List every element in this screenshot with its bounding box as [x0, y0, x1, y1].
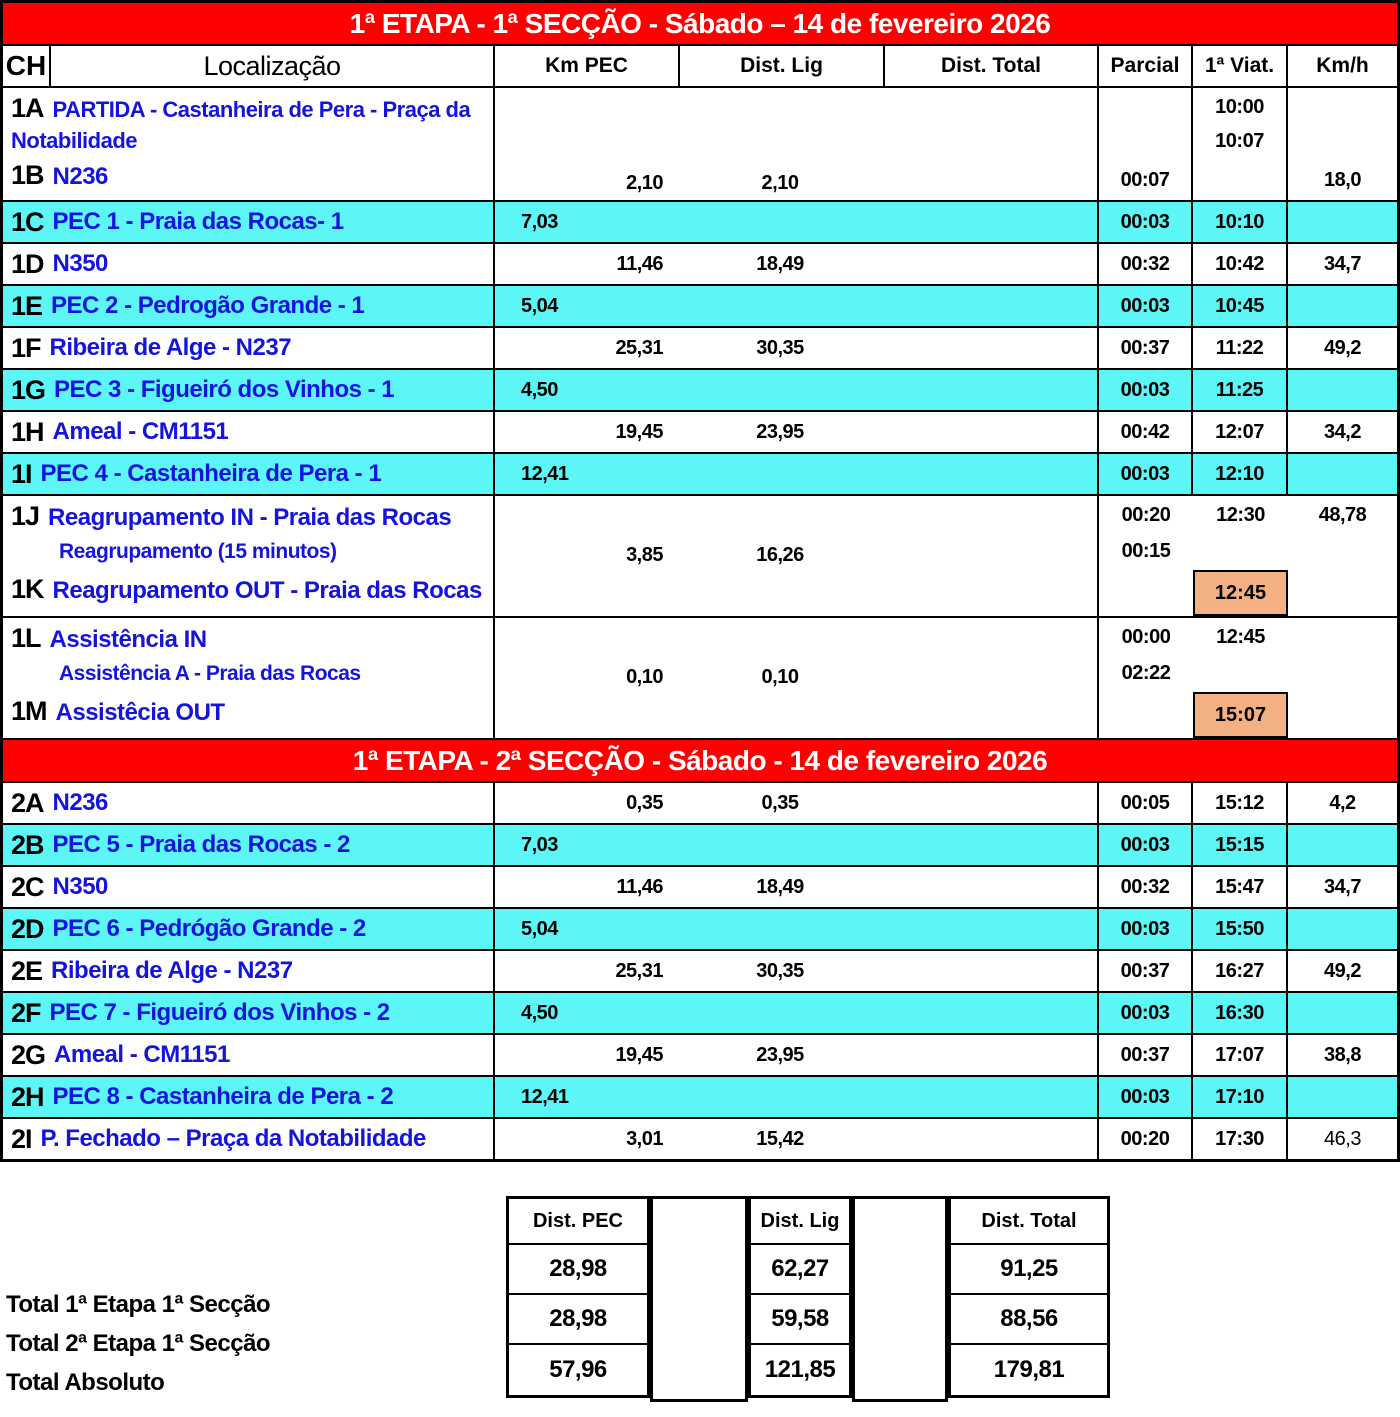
- first-car-time: 10:45: [1193, 286, 1288, 326]
- pec-distance: 12,41: [521, 462, 569, 485]
- total-distance: 23,95: [756, 1043, 804, 1066]
- ch-code: 1M: [11, 696, 47, 726]
- location-label: PEC 6 - Pedrógão Grande - 2: [52, 915, 366, 942]
- total-distance: 15,42: [756, 1127, 804, 1150]
- first-car-cell: [1193, 88, 1288, 200]
- parcial-time: 00:03: [1099, 286, 1193, 326]
- itinerary-row-1G: [3, 368, 1397, 410]
- ch-code: 1G: [11, 374, 46, 405]
- location-cell: [3, 1119, 495, 1159]
- first-car-time: 10:10: [1193, 202, 1288, 242]
- location-cell: [3, 202, 495, 242]
- distance-cell: [495, 412, 1099, 452]
- summary-header-dist-total: Dist. Total: [951, 1199, 1107, 1245]
- liaison-distance: 2,10: [626, 172, 663, 194]
- column-header-parcial: Parcial: [1099, 46, 1193, 86]
- liaison-distance: 3,85: [626, 544, 663, 566]
- summary-value: 179,81: [993, 1356, 1065, 1383]
- column-header-localizacao: Localização: [51, 46, 495, 86]
- distance-cell: [495, 909, 1099, 949]
- parcial-time: 00:03: [1099, 1077, 1193, 1117]
- pec-distance: 4,50: [521, 378, 558, 401]
- location-cell: [3, 909, 495, 949]
- speed-kmh: [1288, 993, 1397, 1033]
- pec-distance: 7,03: [521, 210, 558, 233]
- distance-cell: [495, 496, 1099, 616]
- parcial-time: 00:05: [1099, 783, 1193, 823]
- parcial-time: 00:03: [1099, 825, 1193, 865]
- speed-kmh: 34,7: [1324, 252, 1361, 275]
- first-car-time: 11:25: [1193, 370, 1288, 410]
- distance-cell: [495, 783, 1099, 823]
- location-cell: [3, 412, 495, 452]
- location-cell: [3, 244, 495, 284]
- summary-value: 91,25: [951, 1245, 1107, 1295]
- speed-kmh: [1288, 286, 1397, 326]
- summary-value: 57,96: [549, 1356, 607, 1383]
- distance-cell: [495, 286, 1099, 326]
- first-car-time: 16:27: [1193, 951, 1288, 991]
- ch-code: 1F: [11, 332, 41, 363]
- distance-cell: [495, 951, 1099, 991]
- pec-distance: 7,03: [521, 833, 558, 856]
- summary-col-dist-total: [948, 1196, 1110, 1398]
- total-distance: 23,95: [756, 420, 804, 443]
- pec-distance: 4,50: [521, 1001, 558, 1024]
- section-1-banner: 1ª ETAPA - 1ª SECÇÃO - Sábado – 14 de fevereiro 2026: [3, 3, 1397, 44]
- itinerary-row-1D: [3, 242, 1397, 284]
- itinerary-row-1F: [3, 326, 1397, 368]
- speed-kmh: [1288, 1077, 1397, 1117]
- summary-value: 59,58: [751, 1295, 849, 1345]
- ch-code: 2H: [11, 1081, 44, 1112]
- first-car-time: 10:42: [1193, 244, 1288, 284]
- itinerary-row-1L: [3, 616, 1397, 738]
- total-distance: 0,35: [761, 791, 799, 814]
- location-cell: [3, 1035, 495, 1075]
- location-label: N350: [52, 873, 108, 900]
- itinerary-row-2I: [3, 1117, 1397, 1159]
- column-header-ch: CH: [3, 46, 51, 86]
- ch-code: 2E: [11, 955, 43, 986]
- parcial-time: 00:03: [1099, 202, 1193, 242]
- location-label: Ribeira de Alge - N237: [51, 957, 293, 984]
- speed-kmh: [1288, 909, 1397, 949]
- itinerary-row-1J: [3, 494, 1397, 616]
- distance-cell: [495, 454, 1099, 494]
- speed-kmh: 34,7: [1324, 875, 1361, 898]
- ch-code: 2I: [11, 1123, 32, 1154]
- distance-cell: [495, 370, 1099, 410]
- first-car-time: 12:45: [1216, 626, 1265, 648]
- speed-kmh: 4,2: [1329, 791, 1356, 814]
- itinerary-row-2C: [3, 865, 1397, 907]
- itinerary-row-2F: [3, 991, 1397, 1033]
- itinerary-row-1E: [3, 284, 1397, 326]
- parcial-time: 00:32: [1099, 867, 1193, 907]
- liaison-distance: 11,46: [616, 875, 663, 898]
- ch-code: 1K: [11, 574, 44, 604]
- first-car-time: 17:30: [1193, 1119, 1288, 1159]
- speed-kmh: [1288, 825, 1397, 865]
- speed-kmh: 34,2: [1324, 420, 1361, 443]
- location-cell: [3, 783, 495, 823]
- first-car-time: 17:07: [1193, 1035, 1288, 1075]
- speed-kmh: 48,78: [1318, 504, 1367, 526]
- distance-cell: [495, 993, 1099, 1033]
- distance-cell: [495, 244, 1099, 284]
- total-distance: 30,35: [756, 336, 804, 359]
- pec-distance: 5,04: [521, 294, 558, 317]
- column-header-km-pec: Km PEC: [495, 46, 680, 86]
- itinerary-row-2D: [3, 907, 1397, 949]
- first-car-time: 15:12: [1193, 783, 1288, 823]
- section-2-banner: 1ª ETAPA - 2ª SECÇÃO - Sábado - 14 de fevereiro 2026: [3, 738, 1397, 781]
- ch-code: 1E: [11, 290, 43, 321]
- itinerary-row-2A: [3, 781, 1397, 823]
- parcial-time: 00:37: [1099, 1035, 1193, 1075]
- liaison-distance: 19,45: [615, 1043, 663, 1066]
- location-cell: [3, 993, 495, 1033]
- location-cell: [3, 867, 495, 907]
- summary-spacer: [852, 1196, 948, 1402]
- speed-kmh: 38,8: [1324, 1043, 1361, 1066]
- location-label: PEC 8 - Castanheira de Pera - 2: [52, 1083, 394, 1110]
- location-cell: [3, 618, 495, 738]
- time-control-box: 12:45: [1193, 570, 1288, 616]
- location-label: N236: [52, 789, 108, 816]
- liaison-distance: 0,35: [626, 791, 663, 814]
- location-label: PARTIDA - Castanheira de Pera - Praça da: [52, 97, 471, 122]
- liaison-distance: 25,31: [615, 336, 663, 359]
- total-distance: 18,49: [756, 875, 804, 898]
- ch-code: 1A: [11, 93, 44, 123]
- location-sublabel: Assistência A - Praia das Rocas: [59, 662, 361, 685]
- distance-cell: [495, 1035, 1099, 1075]
- first-car-time: 15:50: [1193, 909, 1288, 949]
- distance-cell: [495, 825, 1099, 865]
- location-label: Ribeira de Alge - N237: [49, 334, 292, 361]
- ch-code: 1D: [11, 248, 44, 279]
- parcial-time: 00:37: [1099, 328, 1193, 368]
- itinerary-row-2E: [3, 949, 1397, 991]
- ch-code: 2A: [11, 787, 44, 818]
- distance-cell: [495, 867, 1099, 907]
- first-car-time: 11:22: [1193, 328, 1288, 368]
- location-cell: [3, 1077, 495, 1117]
- location-label: PEC 1 - Praia das Rocas- 1: [52, 208, 344, 235]
- speed-kmh: 49,2: [1324, 336, 1361, 359]
- total-distance: 0,10: [761, 666, 799, 688]
- distance-cell: [495, 618, 1099, 738]
- column-header-dist-lig: Dist. Lig: [680, 46, 885, 86]
- speed-kmh: [1288, 202, 1397, 242]
- location-label: PEC 4 - Castanheira de Pera - 1: [40, 460, 382, 487]
- location-cell: [3, 454, 495, 494]
- parcial-time: 00:42: [1099, 412, 1193, 452]
- total-distance: 18,49: [756, 252, 804, 275]
- location-label: PEC 7 - Figueiró dos Vinhos - 2: [49, 999, 390, 1026]
- timing-cell: [1099, 496, 1397, 616]
- summary-value: 62,27: [751, 1245, 849, 1295]
- location-cell: [3, 951, 495, 991]
- liaison-distance: 25,31: [615, 959, 663, 982]
- parcial-time: 00:37: [1099, 951, 1193, 991]
- column-header-dist-total: Dist. Total: [885, 46, 1099, 86]
- location-label-wrap: Notabilidade: [11, 128, 138, 153]
- summary-value: 88,56: [951, 1295, 1107, 1345]
- location-label: PEC 5 - Praia das Rocas - 2: [52, 831, 350, 858]
- distance-cell: [495, 1119, 1099, 1159]
- first-car-time: 12:30: [1216, 504, 1265, 526]
- liaison-distance: 3,01: [626, 1127, 663, 1150]
- ch-code: 1H: [11, 416, 44, 447]
- ch-code: 2F: [11, 997, 41, 1028]
- distance-cell: [495, 328, 1099, 368]
- itinerary-row-2G: [3, 1033, 1397, 1075]
- ch-code: 2B: [11, 829, 44, 860]
- location-sublabel: Reagrupamento (15 minutos): [59, 540, 337, 563]
- location-label: Ameal - CM1151: [54, 1041, 230, 1068]
- totals-label-etapa1: Total 1ª Etapa 1ª Secção: [6, 1291, 271, 1318]
- itinerary-row-1C: [3, 200, 1397, 242]
- parcial-time: 02:22: [1121, 662, 1171, 684]
- ch-code: 2D: [11, 913, 44, 944]
- speed-kmh: [1288, 370, 1397, 410]
- summary-col-dist-lig: [748, 1196, 852, 1398]
- time-control-box: 15:07: [1193, 692, 1288, 738]
- parcial-time: 00:20: [1121, 504, 1171, 526]
- first-car-time: 10:07: [1215, 130, 1264, 152]
- summary-header-dist-lig: Dist. Lig: [751, 1199, 849, 1245]
- itinerary-row-2H: [3, 1075, 1397, 1117]
- distance-cell: [495, 88, 1099, 200]
- ch-code: 1J: [11, 501, 40, 531]
- parcial-time: 00:00: [1121, 626, 1171, 648]
- totals-labels: [6, 1288, 270, 1405]
- ch-code: 1B: [11, 160, 44, 190]
- pec-distance: 12,41: [521, 1085, 569, 1108]
- location-label: Assistêcia OUT: [55, 699, 225, 726]
- parcial-time: 00:20: [1099, 1119, 1193, 1159]
- ch-code: 1I: [11, 458, 32, 489]
- first-car-time: 17:10: [1193, 1077, 1288, 1117]
- first-car-time: 15:47: [1193, 867, 1288, 907]
- location-label: N350: [52, 250, 108, 277]
- distance-cell: [495, 202, 1099, 242]
- location-cell: [3, 286, 495, 326]
- parcial-cell: [1099, 88, 1193, 200]
- location-label: PEC 2 - Pedrogão Grande - 1: [51, 292, 365, 319]
- first-car-time: 10:00: [1215, 96, 1264, 118]
- summary-spacer: [650, 1196, 748, 1402]
- total-distance: 30,35: [756, 959, 804, 982]
- location-label: Reagrupamento IN - Praia das Rocas: [48, 504, 452, 531]
- total-distance: 2,10: [761, 172, 799, 194]
- parcial-time: 00:32: [1099, 244, 1193, 284]
- parcial-time: 00:03: [1099, 993, 1193, 1033]
- summary-header-dist-pec: Dist. PEC: [509, 1199, 647, 1245]
- pec-distance: 5,04: [521, 917, 558, 940]
- itinerary-row-1H: [3, 410, 1397, 452]
- parcial-time: 00:15: [1121, 540, 1171, 562]
- column-header-1a-viat: 1ª Viat.: [1193, 46, 1288, 86]
- parcial-time: 00:07: [1120, 169, 1170, 191]
- ch-code: 2C: [11, 871, 44, 902]
- column-header-row: [3, 44, 1397, 86]
- location-label: P. Fechado – Praça da Notabilidade: [40, 1125, 426, 1152]
- parcial-time: 00:03: [1099, 909, 1193, 949]
- itinerary-row-2B: [3, 823, 1397, 865]
- summary-value: 121,85: [764, 1356, 836, 1383]
- location-cell: [3, 88, 495, 200]
- summary-col-dist-pec: [506, 1196, 650, 1398]
- first-car-time: 16:30: [1193, 993, 1288, 1033]
- first-car-time: 12:07: [1193, 412, 1288, 452]
- liaison-distance: 0,10: [626, 666, 663, 688]
- speed-kmh: 18,0: [1324, 169, 1361, 191]
- location-label: Reagrupamento OUT - Praia das Rocas: [52, 577, 482, 604]
- first-car-time: 12:10: [1193, 454, 1288, 494]
- ch-code: 1L: [11, 623, 41, 653]
- itinerary-row-0: [3, 86, 1397, 200]
- location-cell: [3, 328, 495, 368]
- ch-code: 1C: [11, 206, 44, 237]
- location-label: N236: [52, 163, 108, 190]
- column-header-kmh: Km/h: [1316, 54, 1369, 77]
- speed-kmh: 49,2: [1324, 959, 1361, 982]
- speed-kmh: [1288, 454, 1397, 494]
- summary-value: 28,98: [509, 1245, 647, 1295]
- timing-cell: [1099, 618, 1397, 738]
- totals-label-absoluto: Total Absoluto: [6, 1369, 165, 1396]
- liaison-distance: 19,45: [615, 420, 663, 443]
- location-cell: [3, 496, 495, 616]
- totals-label-etapa2: Total 2ª Etapa 1ª Secção: [6, 1330, 271, 1357]
- speed-kmh: 46,3: [1324, 1127, 1361, 1150]
- summary-value: 28,98: [509, 1295, 647, 1345]
- speed-cell: [1288, 88, 1397, 200]
- location-label: Ameal - CM1151: [52, 418, 229, 445]
- first-car-time: 15:15: [1193, 825, 1288, 865]
- distance-cell: [495, 1077, 1099, 1117]
- ch-code: 2G: [11, 1039, 46, 1070]
- location-cell: [3, 370, 495, 410]
- location-label: Assistência IN: [49, 626, 207, 653]
- parcial-time: 00:03: [1099, 370, 1193, 410]
- liaison-distance: 11,46: [616, 252, 663, 275]
- parcial-time: 00:03: [1099, 454, 1193, 494]
- total-distance: 16,26: [756, 544, 804, 566]
- itinerary-row-1I: [3, 452, 1397, 494]
- location-cell: [3, 825, 495, 865]
- location-label: PEC 3 - Figueiró dos Vinhos - 1: [54, 376, 395, 403]
